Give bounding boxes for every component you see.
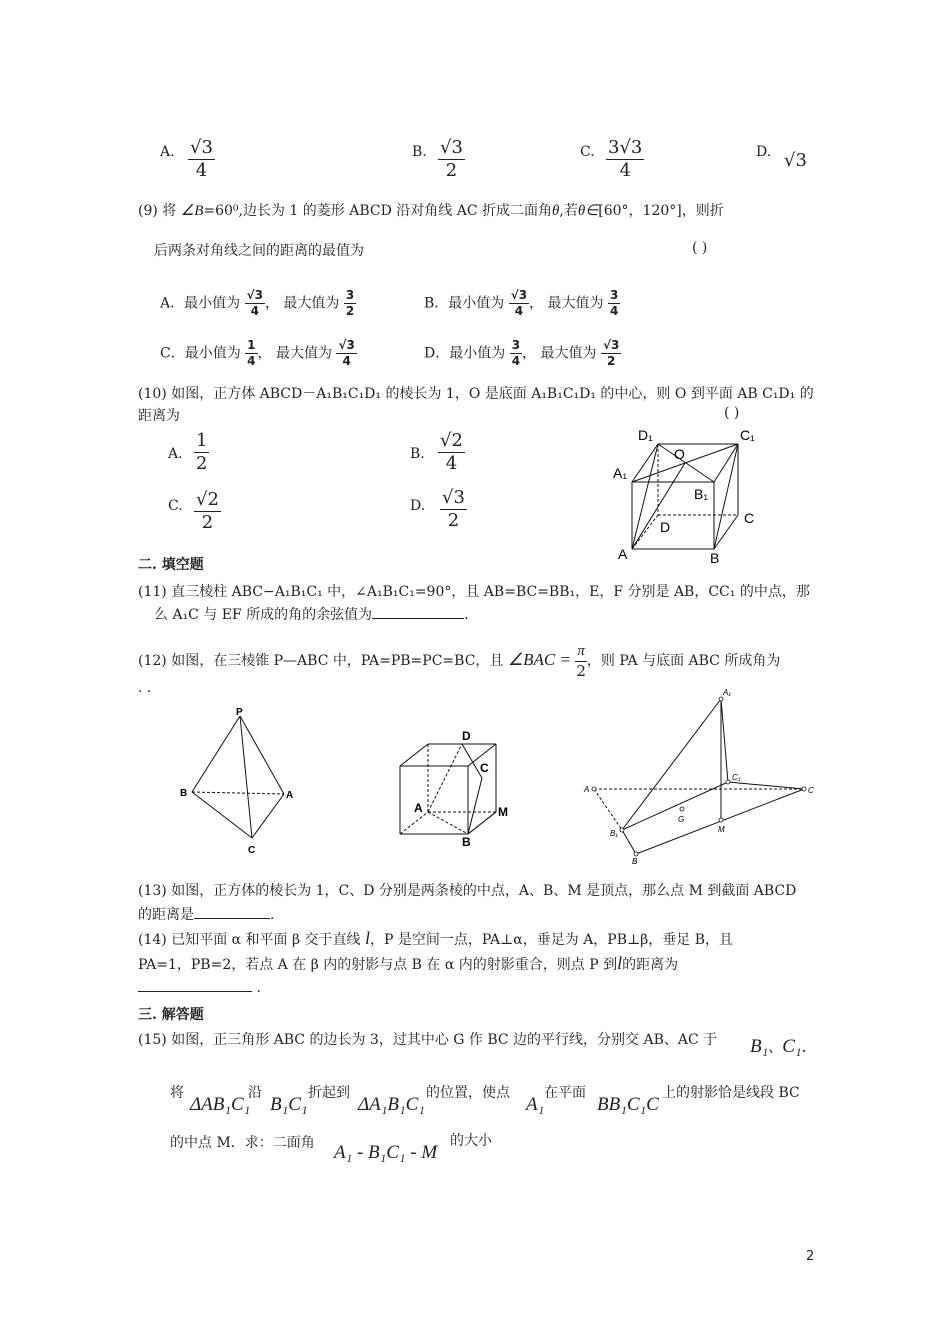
- q15-stem-line2-zaipm: 在平面: [544, 1085, 586, 1101]
- q10-option-b: B.: [410, 446, 425, 462]
- q8-option-c-fraction: $\frac{3√3}{4}$: [608, 137, 643, 181]
- q12-fig-label-p: P: [236, 707, 243, 718]
- q9-option-a: A．最小值为 $\frac{√3}{4}$ ， 最大值为 $\frac{3}{2}$: [160, 288, 355, 319]
- q8-option-d-value: √3: [784, 150, 807, 171]
- q15-stem: (15) 如图，正三角形 ABC 的边长为 3，过其中心 G 作 BC 边的平行线，分别交 AB、AC 于: [138, 1032, 718, 1048]
- q10-option-c-fraction: $\frac{√2}{2}$: [196, 489, 219, 533]
- q15-point-a1: A₁: [526, 1094, 545, 1115]
- q13-fig-label-c: C: [480, 761, 489, 775]
- q15-plane-bb1c1c: BB₁C₁C: [597, 1094, 659, 1115]
- q15-fig-label-a: A: [584, 785, 590, 794]
- q10-option-a-fraction: $\frac{1}{2}$: [196, 430, 208, 474]
- q15-fig-label-m: M: [718, 825, 725, 834]
- q10-fig-label-c: C: [744, 510, 755, 526]
- q15-fig-label-a1: A₁: [723, 688, 731, 697]
- q13-fig-label-m: M: [498, 805, 508, 819]
- q12-fig-label-c: C: [248, 845, 256, 856]
- q14-stem-line2: PA=1，PB=2，若点 A 在 β 内的射影与点 B 在 α 内的射影重合，则点 P 到l的距离为: [138, 953, 679, 973]
- q11-stem-line2: 么 A₁C 与 EF 所成的角的余弦值为 .: [154, 607, 469, 623]
- q15-stem-line2-weizhi: 的位置，使点: [426, 1085, 510, 1101]
- q15-fig-label-b1: B₁: [610, 829, 618, 838]
- q10-fig-label-d: D: [660, 519, 671, 535]
- q9-option-d: D．最小值为 $\frac{3}{4}$ ， 最大值为 $\frac{√3}{2}$: [424, 338, 620, 369]
- q8-option-a: A.: [160, 144, 175, 160]
- q10-option-b-fraction: $\frac{√2}{4}$: [440, 430, 463, 474]
- q13-answer-blank[interactable]: [194, 918, 270, 919]
- q10-answer-paren: ( ): [724, 405, 740, 421]
- q15-points-b1c1: B₁、C₁.: [750, 1036, 807, 1057]
- q10-fig-label-o: O: [674, 446, 685, 462]
- q10-stem-line2: 距离为: [138, 408, 180, 424]
- q10-fig-label-d1: D₁: [638, 427, 653, 443]
- q13-stem: (13) 如图，正方体的棱长为 1，C、D 分别是两条棱的中点，A、B、M 是顶点，那么点 M 到截面 ABCD: [138, 883, 797, 899]
- q12-fig-label-b: B: [180, 788, 188, 799]
- q10-fig-label-a1: A₁: [613, 465, 628, 481]
- q8-option-b-fraction: $\frac{√3}{2}$: [440, 137, 463, 181]
- q9-answer-paren: ( ): [692, 240, 708, 256]
- q15-triangle-a1b1c1: ΔA₁B₁C₁: [358, 1094, 425, 1115]
- q9-stem-line2: 后两条对角线之间的距离的最值为: [154, 243, 364, 259]
- q15-stem-line2-yan: 沿: [248, 1085, 262, 1101]
- q15-segment-b1c1: B₁C₁: [270, 1094, 308, 1115]
- q15-stem-line2-zheqi: 折起到: [308, 1085, 350, 1101]
- q9-option-c: C．最小值为 $\frac{1}{4}$ ， 最大值为 $\frac{√3}{4}$: [160, 338, 355, 369]
- q10-option-d-fraction: $\frac{√3}{2}$: [442, 487, 465, 531]
- q8-option-a-fraction: $\frac{√3}{4}$: [190, 137, 213, 181]
- q11-answer-blank[interactable]: [372, 618, 464, 619]
- q15-fold-figure: [580, 682, 820, 867]
- q10-fig-label-b: B: [710, 550, 720, 565]
- q14-stem-line3: .: [138, 980, 261, 996]
- q12-tetrahedron-figure: [176, 706, 301, 856]
- q8-option-d: D.: [756, 144, 772, 160]
- q15-stem-line2-jiang: 将: [170, 1085, 184, 1101]
- q10-option-d: D.: [410, 498, 426, 514]
- q10-cube-figure: [610, 425, 770, 565]
- q15-fig-label-b: B: [632, 857, 638, 866]
- q11-stem: (11) 直三棱柱 ABC−A₁B₁C₁ 中，∠A₁B₁C₁=90°，且 AB=BC=BB₁，E，F 分别是 AB，CC₁ 的中点，那: [138, 584, 810, 600]
- section-3-title: 三. 解答题: [138, 1007, 204, 1023]
- q15-stem-line3: 的中点 M．求：二面角: [170, 1135, 315, 1151]
- q15-stem-line2-shangde: 上的射影恰是线段 BC: [662, 1085, 800, 1101]
- q13-fig-label-a: A: [414, 801, 423, 815]
- q14-answer-blank[interactable]: [138, 991, 252, 992]
- q12-stem: (12) 如图，在三棱锥 P—ABC 中，PA=PB=PC=BC，且 ∠BAC = $\frac{\pi}{2}$ ，则 PA 与底面 ABC 所成角为: [138, 643, 781, 680]
- q13-fig-label-b: B: [462, 835, 471, 849]
- q13-stem-line2: 的距离是 .: [138, 907, 275, 923]
- q12-stem-line2: . .: [138, 680, 152, 696]
- q10-fig-label-a: A: [618, 546, 628, 562]
- q10-stem: (10) 如图，正方体 ABCD－A₁B₁C₁D₁ 的棱长为 1，O 是底面 A₁B₁C₁D₁ 的中心，则 O 到平面 AB C₁D₁ 的: [138, 386, 814, 402]
- q15-fig-label-c: C: [808, 786, 814, 795]
- q8-option-c: C.: [580, 144, 595, 160]
- q12-fig-label-a: A: [286, 790, 294, 801]
- q13-fig-label-d: D: [462, 729, 471, 743]
- q13-cube-figure: [390, 724, 515, 849]
- page-number: 2: [806, 1249, 815, 1264]
- q10-fig-label-b1: B₁: [694, 486, 709, 502]
- q15-fig-label-c1: C₁: [732, 773, 741, 782]
- q10-option-c: C.: [168, 498, 183, 514]
- q15-dihedral-angle: A₁ - B₁C₁ - M: [334, 1142, 438, 1163]
- q14-stem: (14) 已知平面 α 和平面 β 交于直线 l，P 是空间一点，PA⊥α，垂足为 A，PB⊥β，垂足 B，且: [138, 928, 734, 948]
- q15-stem-line3-end: 的大小: [450, 1133, 492, 1149]
- q15-triangle-ab1c1: ΔAB₁C₁: [190, 1094, 251, 1115]
- section-2-title: 二. 填空题: [138, 557, 204, 573]
- q10-option-a: A.: [168, 446, 183, 462]
- q10-fig-label-c1: C₁: [740, 427, 755, 443]
- q9-stem: (9) 将 ∠B=60⁰,边长为 1 的菱形 ABCD 沿对角线 AC 折成二面角θ,若θ∈[60°，120°]，则折: [138, 203, 724, 219]
- q8-option-b: B.: [412, 144, 427, 160]
- q15-fig-label-g: G: [678, 815, 685, 824]
- q9-option-b: B．最小值为 $\frac{√3}{4}$ ， 最大值为 $\frac{3}{4}$: [424, 288, 619, 319]
